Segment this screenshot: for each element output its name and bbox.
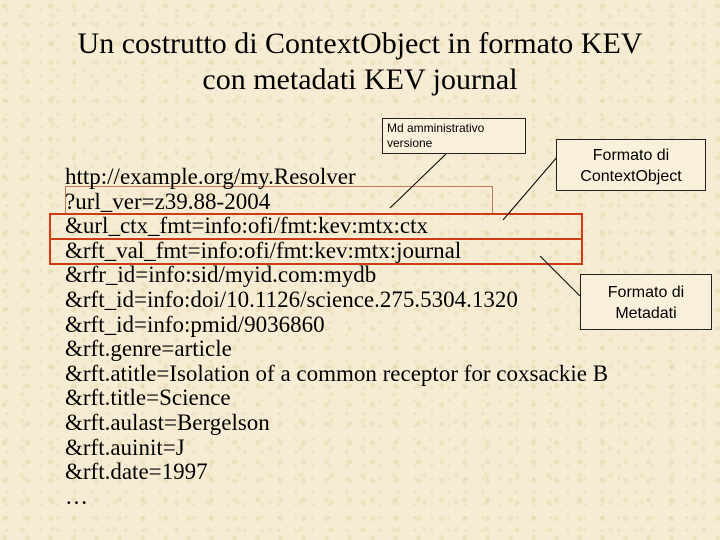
slide-title <box>0 26 720 98</box>
callout-metadata-line-1: Formato di <box>607 284 685 301</box>
callout-metadata-format <box>580 274 712 330</box>
kev-line: &rft_val_fmt=info:ofi/fmt:kev:mtx:journal <box>65 237 462 263</box>
kev-line: &rft.date=1997 <box>65 459 208 485</box>
kev-line: &url_ctx_fmt=info:ofi/fmt:kev:mtx:ctx <box>65 213 429 239</box>
kev-line: &rft.atitle=Isolation of a common receptor for coxsackie B <box>65 360 609 386</box>
kev-url-listing <box>65 165 608 509</box>
kev-line: &rft.aulast=Bergelson <box>65 409 270 435</box>
kev-line: … <box>65 483 88 509</box>
kev-line: ?url_ver=z39.88-2004 <box>65 188 271 214</box>
callout-md-line-2: versione <box>387 136 433 150</box>
kev-line: &rft.title=Science <box>65 385 231 411</box>
kev-line: &rft.auinit=J <box>65 434 185 460</box>
title-line-1: Un costrutto di ContextObject in formato KEV <box>77 27 643 60</box>
callout-context-format <box>556 139 706 191</box>
kev-line: &rft_id=info:pmid/9036860 <box>65 311 325 337</box>
callout-md-administrative <box>382 118 526 154</box>
kev-line: &rfr_id=info:sid/myid.com:mydb <box>65 262 377 288</box>
kev-line: http://example.org/my.Resolver <box>65 164 356 189</box>
callout-md-line-1: Md amministrativo <box>387 121 485 135</box>
callout-context-line-2: ContextObject <box>580 168 682 185</box>
callout-context-line-1: Formato di <box>592 147 670 164</box>
kev-line: &rft.genre=article <box>65 336 232 362</box>
callout-metadata-line-2: Metadati <box>615 305 677 322</box>
kev-line: &rft_id=info:doi/10.1126/science.275.5304.1320 <box>65 286 518 312</box>
title-line-2: con metadati KEV journal <box>202 63 518 96</box>
